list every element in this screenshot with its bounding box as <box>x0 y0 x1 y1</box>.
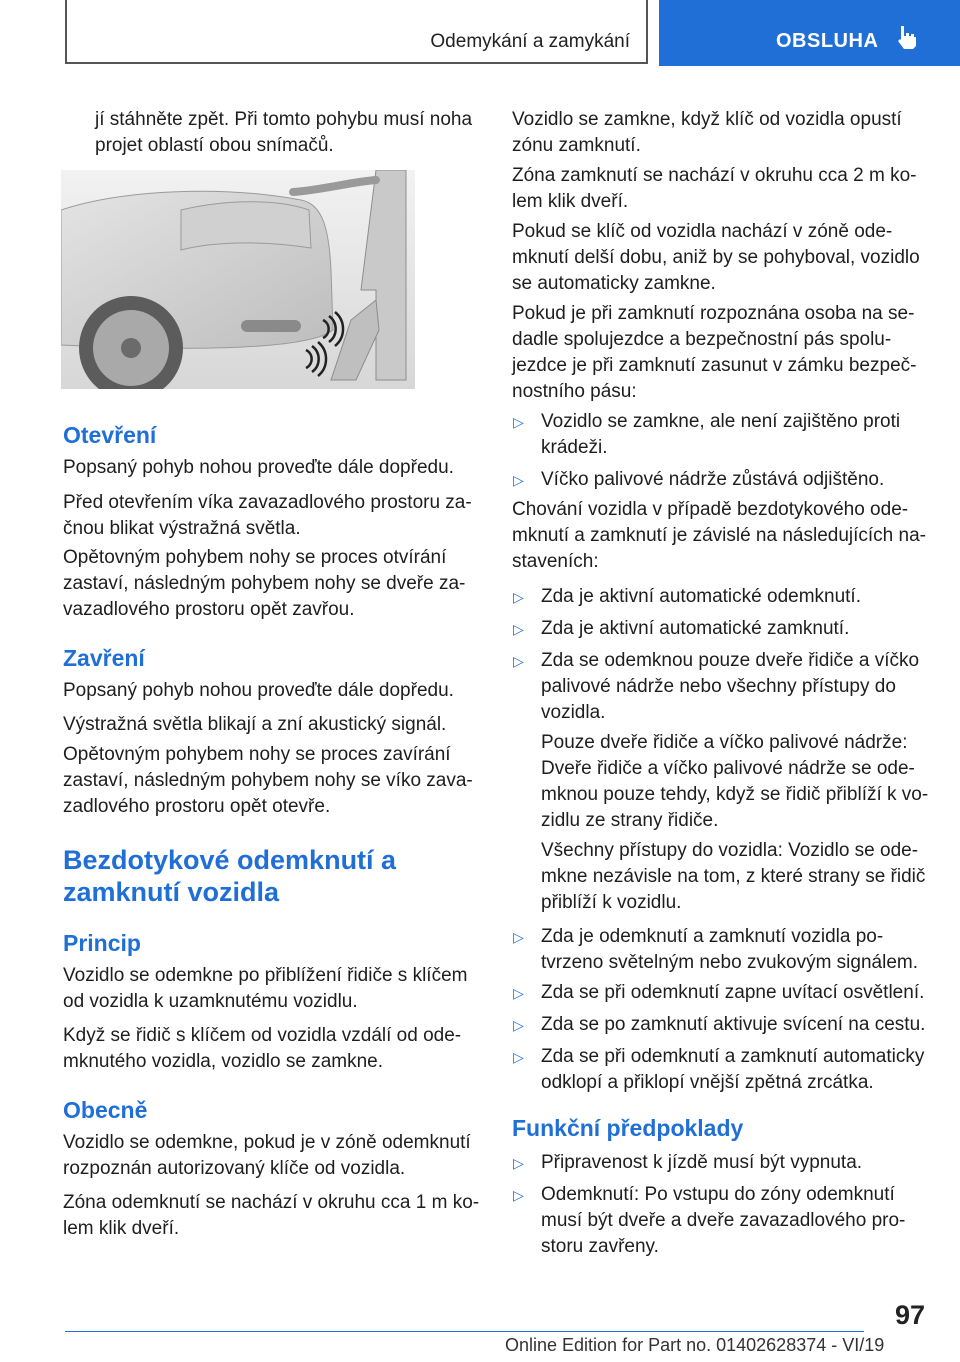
list-item-line: Zda se při odemknutí a zamknutí automaticky <box>541 1046 925 1067</box>
header-section-box <box>65 0 648 64</box>
paragraph-line: Opětovným pohybem nohy se proces otvírání <box>63 547 447 568</box>
list-item-line: Víčko palivové nádrže zůstává odjištěno. <box>541 469 885 490</box>
triangle-bullet-icon: ▷ <box>513 1049 524 1065</box>
paragraph-line: Chování vozidla v případě bezdotykového ode‐ <box>512 499 909 520</box>
paragraph-line: vazadlového prostoru opět zavřou. <box>63 599 355 620</box>
paragraph: Popsaný pohyb nohou proveďte dále dopředu. <box>63 457 454 478</box>
paragraph-line: Před otevřením víka zavazadlového prostoru za‐ <box>63 492 472 513</box>
chapter-title: OBSLUHA <box>776 30 879 52</box>
paragraph-line: se automaticky zamkne. <box>512 273 716 294</box>
list-item-line: storu zavřeny. <box>541 1236 659 1257</box>
triangle-bullet-icon: ▷ <box>513 1017 524 1033</box>
paragraph-line: lem klik dveří. <box>512 191 629 212</box>
list-item-line: vozidla. <box>541 702 606 723</box>
list-item-line: Zda je aktivní automatické zamknutí. <box>541 618 850 639</box>
paragraph-line: zastaví, následným pohybem nohy se víko zava‐ <box>63 770 473 791</box>
list-item-line: palivové nádrže nebo všechny přístupy do <box>541 676 896 697</box>
paragraph-line: Pokud se klíč od vozidla nachází v zóně ode‐ <box>512 221 893 242</box>
sub-paragraph-line: zidlu ze strany řidiče. <box>541 810 719 831</box>
paragraph: Popsaný pohyb nohou proveďte dále dopředu. <box>63 680 454 701</box>
paragraph-line: jezdce je při zamknutí zasunut v zámku bezpeč‐ <box>512 355 917 376</box>
paragraph-line: zónu zamknutí. <box>512 135 641 156</box>
sub-paragraph-line: mkne nezávisle na tom, z které strany se řidič <box>541 866 926 887</box>
paragraph-line: mknutého vozidla, vozidlo se zamkne. <box>63 1051 383 1072</box>
triangle-bullet-icon: ▷ <box>513 414 524 430</box>
list-item-line: Připravenost k jízdě musí být vypnuta. <box>541 1152 863 1173</box>
paragraph-line: rozpoznán autorizovaný klíče od vozidla. <box>63 1158 406 1179</box>
list-item-line: Vozidlo se zamkne, ale není zajištěno proti <box>541 411 901 432</box>
page-number: 97 <box>895 1300 926 1330</box>
list-item-line: Zda se při odemknutí zapne uvítací osvětlení. <box>541 982 925 1003</box>
paragraph-line: Vozidlo se zamkne, když klíč od vozidla opustí <box>512 109 902 130</box>
triangle-bullet-icon: ▷ <box>513 929 524 945</box>
chapter-heading-keyless-line-2: zamknutí vozidla <box>63 877 280 907</box>
list-item-line: Zda je odemknutí a zamknutí vozidla po‐ <box>541 926 884 947</box>
triangle-bullet-icon: ▷ <box>513 1187 524 1203</box>
paragraph-line: Zóna zamknutí se nachází v okruhu cca 2 m ko‐ <box>512 165 917 186</box>
paragraph: Výstražná světla blikají a zní akustický signál. <box>63 714 447 735</box>
triangle-bullet-icon: ▷ <box>513 589 524 605</box>
intro-line-2: projet oblastí obou snímačů. <box>95 135 334 156</box>
list-item-line: odklopí a přiklopí vnější zpětná zrcátka. <box>541 1072 874 1093</box>
paragraph-line: lem klik dveří. <box>63 1218 180 1239</box>
paragraph-line: Zóna odemknutí se nachází v okruhu cca 1 m ko‐ <box>63 1192 480 1213</box>
list-item-line: krádeži. <box>541 437 608 458</box>
sub-paragraph-line: přiblíží k vozidlu. <box>541 892 682 913</box>
triangle-bullet-icon: ▷ <box>513 621 524 637</box>
list-item-line: tvrzeno světelným nebo zvukovým signálem. <box>541 952 918 973</box>
list-item-line: Zda je aktivní automatické odemknutí. <box>541 586 861 607</box>
sub-paragraph-line: mknou pouze tehdy, když se řidič přiblíží k vo‐ <box>541 784 929 805</box>
paragraph-line: zastaví, následným pohybem nohy se dveře za‐ <box>63 573 466 594</box>
paragraph-line: zadlového prostoru opět otevře. <box>63 796 331 817</box>
paragraph-line: čnou blikat výstražná světla. <box>63 518 301 539</box>
section-heading-principle: Princip <box>63 930 141 956</box>
paragraph-line: Vozidlo se odemkne, pokud je v zóně odemknutí <box>63 1132 471 1153</box>
paragraph-line: Pokud je při zamknutí rozpoznána osoba na se‐ <box>512 303 915 324</box>
list-item-line: Zda se odemknou pouze dveře řidiče a víčko <box>541 650 920 671</box>
paragraph-line: Vozidlo se odemkne po přiblížení řidiče s klíčem <box>63 965 468 986</box>
section-title: Odemykání a zamykání <box>430 31 630 52</box>
triangle-bullet-icon: ▷ <box>513 1155 524 1171</box>
sub-paragraph-line: Pouze dveře řidiče a víčko palivové nádrže: <box>541 732 908 753</box>
paragraph-line: staveních: <box>512 551 599 572</box>
tailgate-foot-gesture-illustration <box>61 170 415 389</box>
edition-footer: Online Edition for Part no. 01402628374 - VI/19 <box>505 1335 885 1355</box>
paragraph-line: od vozidla k uzamknutému vozidlu. <box>63 991 358 1012</box>
list-item-line: Zda se po zamknutí aktivuje svícení na cestu. <box>541 1014 926 1035</box>
list-item-line: Odemknutí: Po vstupu do zóny odemknutí <box>541 1184 895 1205</box>
paragraph-line: mknutí a zamknutí je závislé na následujících na‐ <box>512 525 926 546</box>
paragraph-line: Opětovným pohybem nohy se proces zavírání <box>63 744 451 765</box>
chapter-tab[interactable] <box>659 0 960 66</box>
sub-paragraph-line: Dveře řidiče a víčko palivové nádrže se ode‐ <box>541 758 915 779</box>
paragraph-line: dadle spolujezdce a bezpečnostní pás spolu‐ <box>512 329 892 350</box>
section-heading-prerequisites: Funkční předpoklady <box>512 1115 744 1141</box>
sub-paragraph-line: Všechny přístupy do vozidla: Vozidlo se ode‐ <box>541 840 919 861</box>
section-heading-closing: Zavření <box>63 645 145 671</box>
triangle-bullet-icon: ▷ <box>513 653 524 669</box>
paragraph-line: mknutí delší dobu, aniž by se pohyboval, vozidlo <box>512 247 920 268</box>
section-heading-general: Obecně <box>63 1097 148 1123</box>
hand-pointer-icon <box>896 24 918 55</box>
triangle-bullet-icon: ▷ <box>513 472 524 488</box>
intro-line-1: jí stáhněte zpět. Při tomto pohybu musí noha <box>95 109 473 130</box>
footer-divider <box>65 1331 864 1332</box>
section-heading-opening: Otevření <box>63 422 157 448</box>
triangle-bullet-icon: ▷ <box>513 985 524 1001</box>
paragraph-line: nostního pásu: <box>512 381 637 402</box>
paragraph-line: Když se řidič s klíčem od vozidla vzdálí od ode‐ <box>63 1025 462 1046</box>
list-item-line: musí být dveře a dveře zavazadlového pro‐ <box>541 1210 906 1231</box>
chapter-heading-keyless-line-1: Bezdotykové odemknutí a <box>63 845 397 875</box>
